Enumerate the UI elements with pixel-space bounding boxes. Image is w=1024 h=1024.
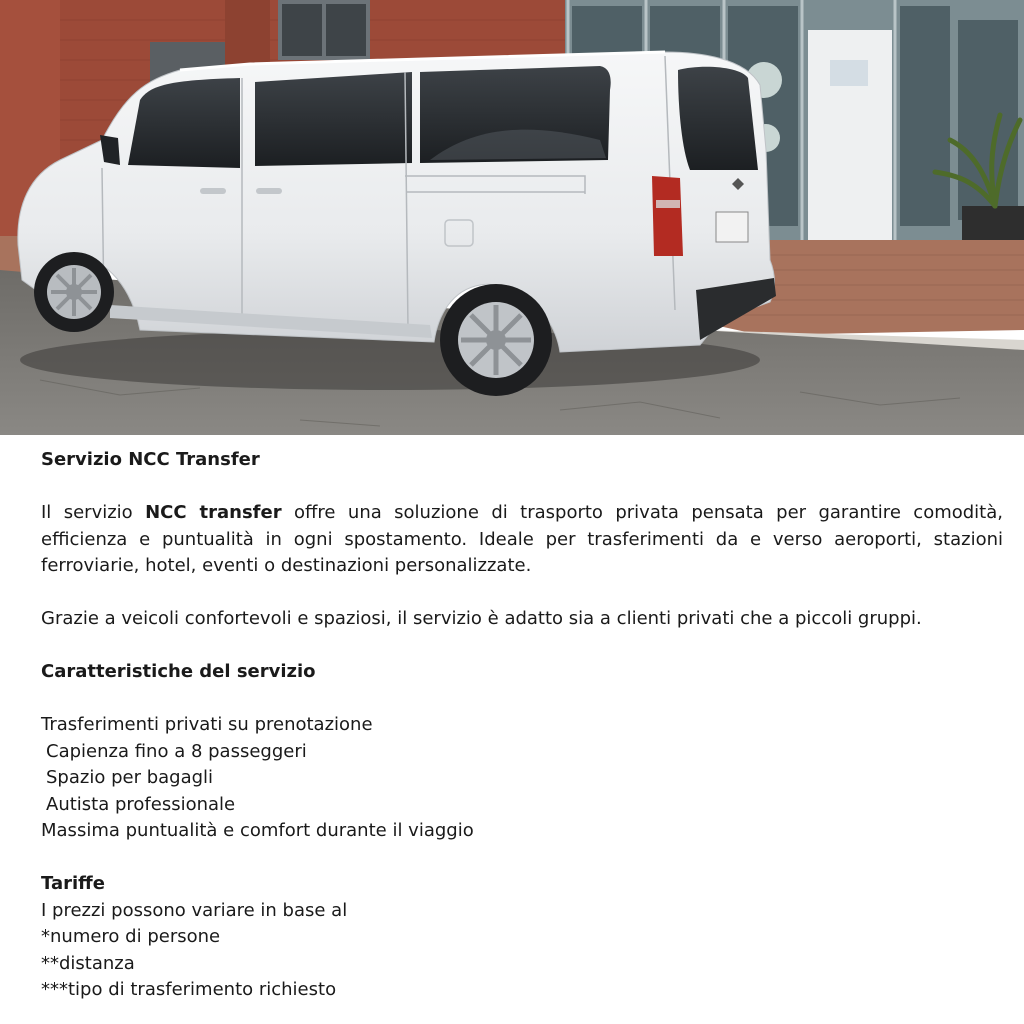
intro-bold: NCC transfer <box>145 502 282 523</box>
second-paragraph: Grazie a veicoli confortevoli e spaziosi, il servizio è adatto sia a clienti privati che a piccoli gruppi. <box>41 608 922 629</box>
pricing-factor: *numero di persone <box>41 926 221 947</box>
feature-item: Massima puntualità e comfort durante il viaggio <box>41 820 474 841</box>
page-title: Servizio NCC Transfer <box>41 449 260 470</box>
features-heading: Caratteristiche del servizio <box>41 661 316 682</box>
pricing-factor: ***tipo di trasferimento richiesto <box>41 979 337 1000</box>
pricing-intro: I prezzi possono variare in base al <box>41 899 348 921</box>
pricing-factor: **distanza <box>41 952 135 974</box>
intro-rest: offre una soluzione di trasporto privata pensata per garantire comodità, efficienza e puntualità in ogni spostamento. Ideale per trasferimenti da e verso aeroporti, stazioni ferroviarie, hotel, eventi o destinazioni personalizzate. <box>41 502 1003 576</box>
van-photo <box>0 0 1024 435</box>
feature-item: Autista professionale <box>46 793 236 815</box>
service-description <box>41 447 1003 1004</box>
feature-item: Trasferimenti privati su prenotazione <box>41 714 373 735</box>
feature-item: Capienza fino a 8 passeggeri <box>46 740 307 762</box>
feature-item: Spazio per bagagli <box>46 767 214 788</box>
intro-lead: Il servizio <box>41 502 146 523</box>
pricing-heading: Tariffe <box>41 873 105 894</box>
intro-paragraph <box>41 500 1003 580</box>
